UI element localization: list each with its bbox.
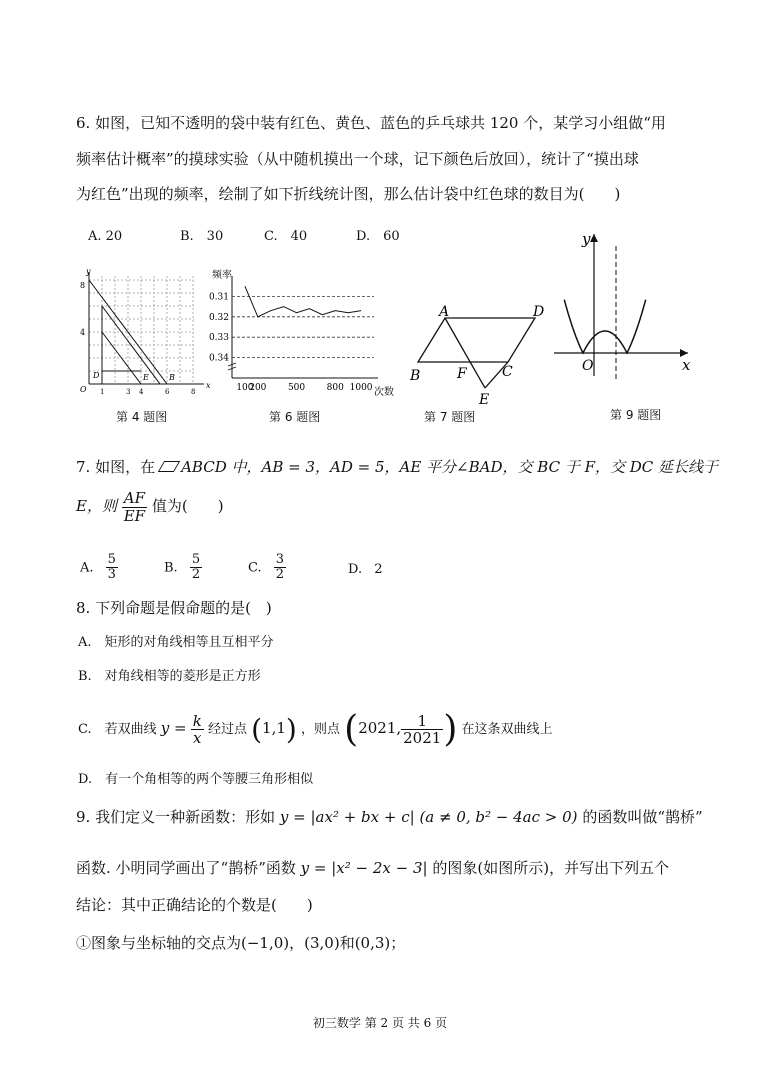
fig4-tick-1: 1 xyxy=(100,388,105,396)
fig4-tick-6: 6 xyxy=(165,388,170,396)
q7-conditions: AB = 3，AD = 5，AE 平分∠BAD，交 BC 于 F，交 DC 延长线于 xyxy=(261,458,719,476)
q6-line3: 为红色”出现的频率，绘制了如下折线统计图，那么估计袋中红色球的数目为( ) xyxy=(76,185,621,203)
chart6-ytick-label: 0.33 xyxy=(208,333,229,344)
q7-frac-num: AF xyxy=(122,490,147,508)
fig4-tick-3: 3 xyxy=(126,388,131,396)
q8-c-paren2-open: ( xyxy=(344,709,359,750)
fig7-label-b: B xyxy=(410,368,421,384)
chart6-xtick-label: 800 xyxy=(326,383,344,393)
chart6-xtick-label: 100 xyxy=(236,383,254,393)
fig4-label-b: B xyxy=(169,373,175,382)
q8-stem: 8. 下列命题是假命题的是( ) xyxy=(76,599,272,617)
q7-option-a-frac xyxy=(106,553,118,583)
figure-4 xyxy=(74,268,214,398)
fig4-tick-4: 4 xyxy=(139,388,144,396)
q8-c-prefix: C. 若双曲线 xyxy=(78,722,157,738)
q9-line2 xyxy=(76,859,669,877)
figure-9-caption: 第 9 题图 xyxy=(610,408,662,422)
q8-c-through: 经过点 xyxy=(207,722,247,738)
q7-line2 xyxy=(76,490,224,524)
fig9-label-x: x xyxy=(682,356,691,374)
figure-6-chart xyxy=(208,270,398,400)
q8-c-k: k xyxy=(192,711,202,730)
figure-4-caption: 第 4 题图 xyxy=(116,410,168,424)
q7-line2-suffix: 值为( ) xyxy=(151,497,224,515)
q7-option-a xyxy=(80,553,118,583)
q7-line2-prefix: E，则 xyxy=(76,497,117,515)
q7-line1 xyxy=(76,458,718,476)
q8-c-point2-frac xyxy=(401,713,443,747)
q9-line1-suffix: 的函数叫做“鹊桥” xyxy=(582,808,703,826)
q9-conclusion-1: ①图象与坐标轴的交点为(−1,0)，(3,0)和(0,3)； xyxy=(76,934,406,952)
q7-option-c-frac xyxy=(274,553,286,583)
chart6-ylabel: 频率 xyxy=(212,270,232,281)
q8-c-frac xyxy=(191,713,204,747)
q7-fraction xyxy=(122,490,147,524)
fig4-tick-8: 8 xyxy=(191,388,196,396)
fig4-label-y: y xyxy=(86,267,91,276)
fig7-label-d: D xyxy=(533,304,545,320)
q6-option-b: B. 30 xyxy=(180,229,224,244)
q7-option-c-letter: C. xyxy=(248,560,262,576)
q9-function: y = |ax² + bx + c| xyxy=(279,808,415,826)
q8-c-point1: 1,1 xyxy=(262,719,286,738)
q9-line1-prefix: 9. 我们定义一种新函数：形如 xyxy=(76,808,276,826)
q8-c-paren-open: ( xyxy=(251,712,263,746)
q6-line2: 频率估计概率”的摸球实验（从中随机摸出一个球，记下颜色后放回），统计了“摸出球 xyxy=(76,150,639,168)
q6-line1: 6. 如图，已知不透明的袋中装有红色、黄色、蓝色的乒乓球共 120 个，某学习小组做“用 xyxy=(76,114,666,132)
q7-option-c xyxy=(248,553,286,583)
chart6-xlabel: 次数 xyxy=(374,387,394,398)
q7-option-b xyxy=(164,553,202,583)
fig9-label-y: y xyxy=(582,230,591,248)
chart6-ytick-label: 0.32 xyxy=(208,312,229,323)
q8-option-b: B. 对角线相等的菱形是正方形 xyxy=(78,669,261,684)
q7-option-d xyxy=(348,562,383,578)
q9-line3: 结论：其中正确结论的个数是( ) xyxy=(76,896,313,914)
fig7-label-c: C xyxy=(502,364,513,380)
fig4-label-d: D xyxy=(93,371,100,380)
q9-line2-suffix: 的图象(如图所示)，并写出下列五个 xyxy=(432,859,670,877)
fig7-label-a: A xyxy=(439,304,450,320)
q7-option-a-den: 3 xyxy=(107,567,116,583)
fig7-label-e: E xyxy=(479,392,490,408)
fig4-label-x: x xyxy=(206,381,211,390)
fig4-label-8: 8 xyxy=(80,281,86,290)
q8-c-paren-close: ) xyxy=(285,712,297,746)
q8-option-d: D. 有一个角相等的两个等腰三角形相似 xyxy=(78,772,314,787)
figure-7-caption: 第 7 题图 xyxy=(424,410,476,424)
q6-option-c: C. 40 xyxy=(264,229,308,244)
figure-6-caption: 第 6 题图 xyxy=(269,410,321,424)
fig4-label-4: 4 xyxy=(80,328,86,337)
q7-option-d-letter: D. xyxy=(348,562,363,577)
q8-c-num: 1 xyxy=(401,713,443,731)
q7-option-c-den: 2 xyxy=(275,567,285,583)
q8-option-a: A. 矩形的对角线相等且互相平分 xyxy=(78,635,274,650)
chart6-xtick-label: 200 xyxy=(249,383,267,393)
q8-c-point2: 2021, xyxy=(358,719,402,738)
q8-c-x: x xyxy=(193,729,202,748)
q6-option-d: D. 60 xyxy=(356,229,400,244)
fig9-y-arrow xyxy=(590,234,598,242)
q7-figure-name: ABCD 中， xyxy=(181,458,262,476)
q9-line1 xyxy=(76,808,703,826)
fig7-label-f: F xyxy=(457,366,467,382)
q7-option-a-letter: A. xyxy=(80,560,94,576)
q8-c-then: ，则点 xyxy=(300,722,340,738)
fig9-curve xyxy=(564,300,645,353)
q8-c-suffix: 在这条双曲线上 xyxy=(461,722,553,738)
chart6-ytick-label: 0.34 xyxy=(208,353,229,364)
chart6-xtick-label: 1000 xyxy=(349,383,373,393)
q8-c-y: y = xyxy=(160,719,187,738)
q8-c-den: 2021 xyxy=(403,729,442,748)
chart6-series-line xyxy=(245,286,361,317)
page-footer: 初三数学 第 2 页 共 6 页 xyxy=(312,1016,448,1030)
figure-7 xyxy=(405,290,555,410)
q9-line2-prefix: 函数. 小明同学画出了“鹊桥”函数 xyxy=(76,859,296,877)
q9-condition: (a ≠ 0, b² − 4ac > 0) xyxy=(419,808,578,826)
q8-c-paren2-close: ) xyxy=(443,709,458,750)
parallelogram-icon xyxy=(158,461,180,472)
q7-frac-den: EF xyxy=(123,506,146,525)
q7-option-b-den: 2 xyxy=(191,567,201,583)
q6-option-a: A. 20 xyxy=(88,229,123,244)
q7-option-a-num: 5 xyxy=(107,552,116,567)
figure-9 xyxy=(546,228,696,378)
q7-option-b-num: 5 xyxy=(191,552,201,567)
q7-option-c-num: 3 xyxy=(275,552,285,567)
q7-option-b-frac xyxy=(190,553,202,583)
fig9-label-o: O xyxy=(582,358,594,374)
q7-option-d-value: 2 xyxy=(374,562,383,577)
chart6-xtick-label: 500 xyxy=(287,383,306,393)
q7-prefix: 7. 如图，在 xyxy=(76,458,156,476)
q7-option-b-letter: B. xyxy=(164,560,178,576)
chart6-ytick-label: 0.31 xyxy=(208,292,229,303)
fig4-label-o: O xyxy=(80,385,87,394)
fig4-label-e: E xyxy=(143,373,149,382)
q9-bridge-function: y = |x² − 2x − 3| xyxy=(300,859,428,877)
q8-option-c xyxy=(78,708,553,751)
